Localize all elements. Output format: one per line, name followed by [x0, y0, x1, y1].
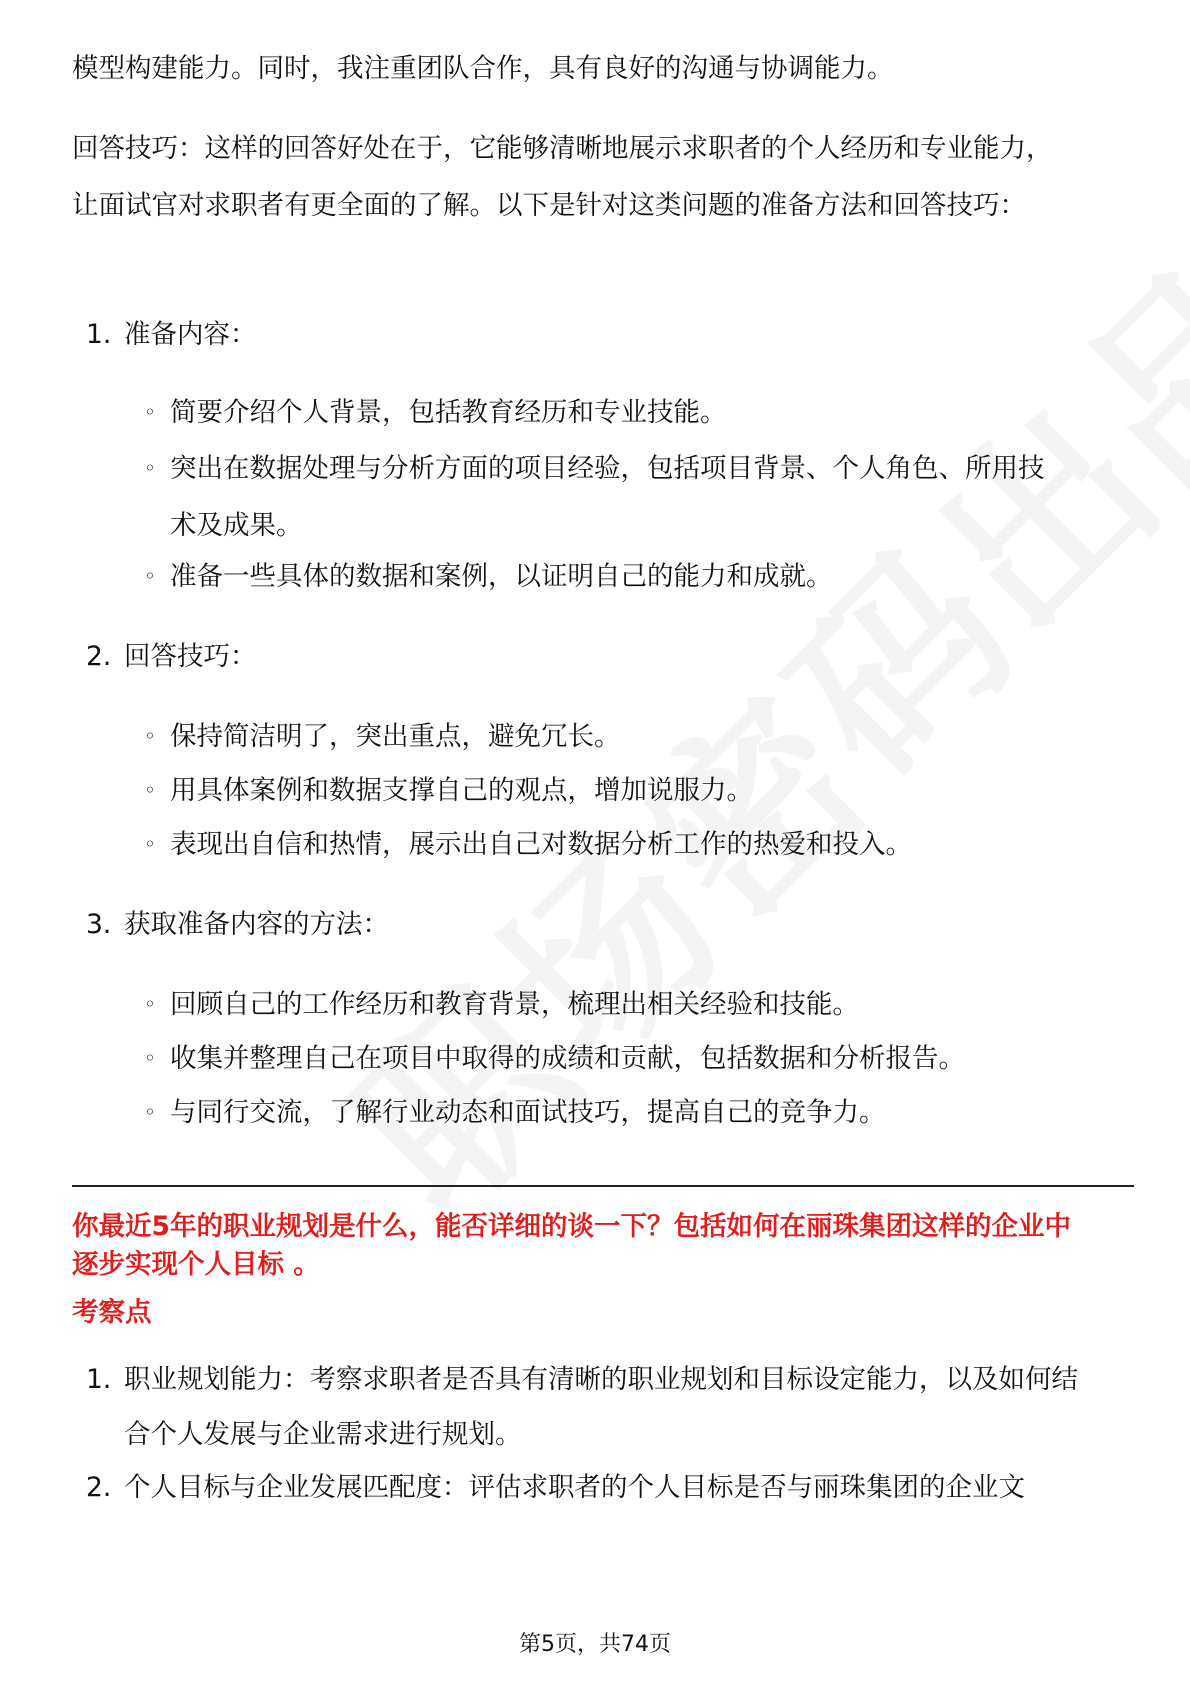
bullet-text: 保持简洁明了，突出重点，避免冗长。 — [170, 721, 621, 752]
bullet-text: 回顾自己的工作经历和教育背景，梳理出相关经验和技能。 — [170, 989, 859, 1020]
list-item — [144, 384, 1150, 441]
list-item — [144, 976, 1150, 1033]
exam-points-title: 考察点 — [72, 1297, 152, 1328]
list-item — [144, 816, 1150, 873]
bullet-icon: ◦ — [144, 400, 156, 424]
answer-tip-paragraph: 回答技巧：这样的回答好处在于，它能够清晰地展示求职者的个人经历和专业能力，让面试官对求职者有更全面的了解。以下是针对这类问题的准备方法和回答技巧： — [72, 133, 1053, 221]
question-heading: 你最近5年的职业规划是什么，能否详细的谈一下？包括如何在丽珠集团这样的企业中逐步实现个人目标 。 — [72, 1211, 1071, 1280]
item-number: 1. — [86, 1364, 112, 1395]
section-number: 1. — [86, 319, 112, 350]
bullet-text: 收集并整理自己在项目中取得的成绩和贡献，包括数据和分析报告。 — [170, 1043, 965, 1074]
exam-point-item — [86, 1460, 1124, 1515]
exam-point-item — [86, 1352, 1084, 1462]
item-number: 2. — [86, 1472, 112, 1503]
section-divider — [72, 1185, 1134, 1187]
list-item — [144, 440, 1050, 554]
section-2-heading — [86, 628, 1126, 685]
bullet-icon: ◦ — [144, 1046, 156, 1070]
section-number: 2. — [86, 641, 112, 672]
section-number: 3. — [86, 909, 112, 940]
bullet-text: 用具体案例和数据支撑自己的观点，增加说服力。 — [170, 775, 753, 806]
intro-continuation: 模型构建能力。同时，我注重团队合作，具有良好的沟通与协调能力。 — [72, 53, 894, 84]
bullet-icon: ◦ — [144, 456, 156, 480]
bullet-text: 表现出自信和热情，展示出自己对数据分析工作的热爱和投入。 — [170, 829, 912, 860]
bullet-text: 突出在数据处理与分析方面的项目经验，包括项目背景、个人角色、所用技术及成果。 — [170, 453, 1045, 541]
item-text: 个人目标与企业发展匹配度：评估求职者的个人目标是否与丽珠集团的企业文 — [124, 1472, 1025, 1503]
item-text: 职业规划能力：考察求职者是否具有清晰的职业规划和目标设定能力，以及如何结合个人发展与企业需求进行规划。 — [124, 1364, 1078, 1450]
bullet-icon: ◦ — [144, 724, 156, 748]
list-item — [144, 762, 1150, 819]
section-title: 获取准备内容的方法： — [124, 909, 389, 940]
bullet-icon: ◦ — [144, 1100, 156, 1124]
section-title: 回答技巧： — [124, 641, 257, 672]
list-item — [144, 1084, 1150, 1141]
list-item — [144, 708, 1150, 765]
list-item — [144, 1030, 1150, 1087]
bullet-icon: ◦ — [144, 564, 156, 588]
page-number: 第5页，共74页 — [519, 1632, 671, 1657]
list-item — [144, 548, 1150, 605]
section-3-heading — [86, 896, 1126, 953]
bullet-icon: ◦ — [144, 778, 156, 802]
bullet-text: 与同行交流，了解行业动态和面试技巧，提高自己的竞争力。 — [170, 1097, 886, 1128]
bullet-icon: ◦ — [144, 832, 156, 856]
section-title: 准备内容： — [124, 319, 257, 350]
section-1-heading — [86, 306, 1126, 363]
bullet-text: 准备一些具体的数据和案例，以证明自己的能力和成就。 — [170, 561, 833, 592]
bullet-icon: ◦ — [144, 992, 156, 1016]
bullet-text: 简要介绍个人背景，包括教育经历和专业技能。 — [170, 397, 727, 428]
